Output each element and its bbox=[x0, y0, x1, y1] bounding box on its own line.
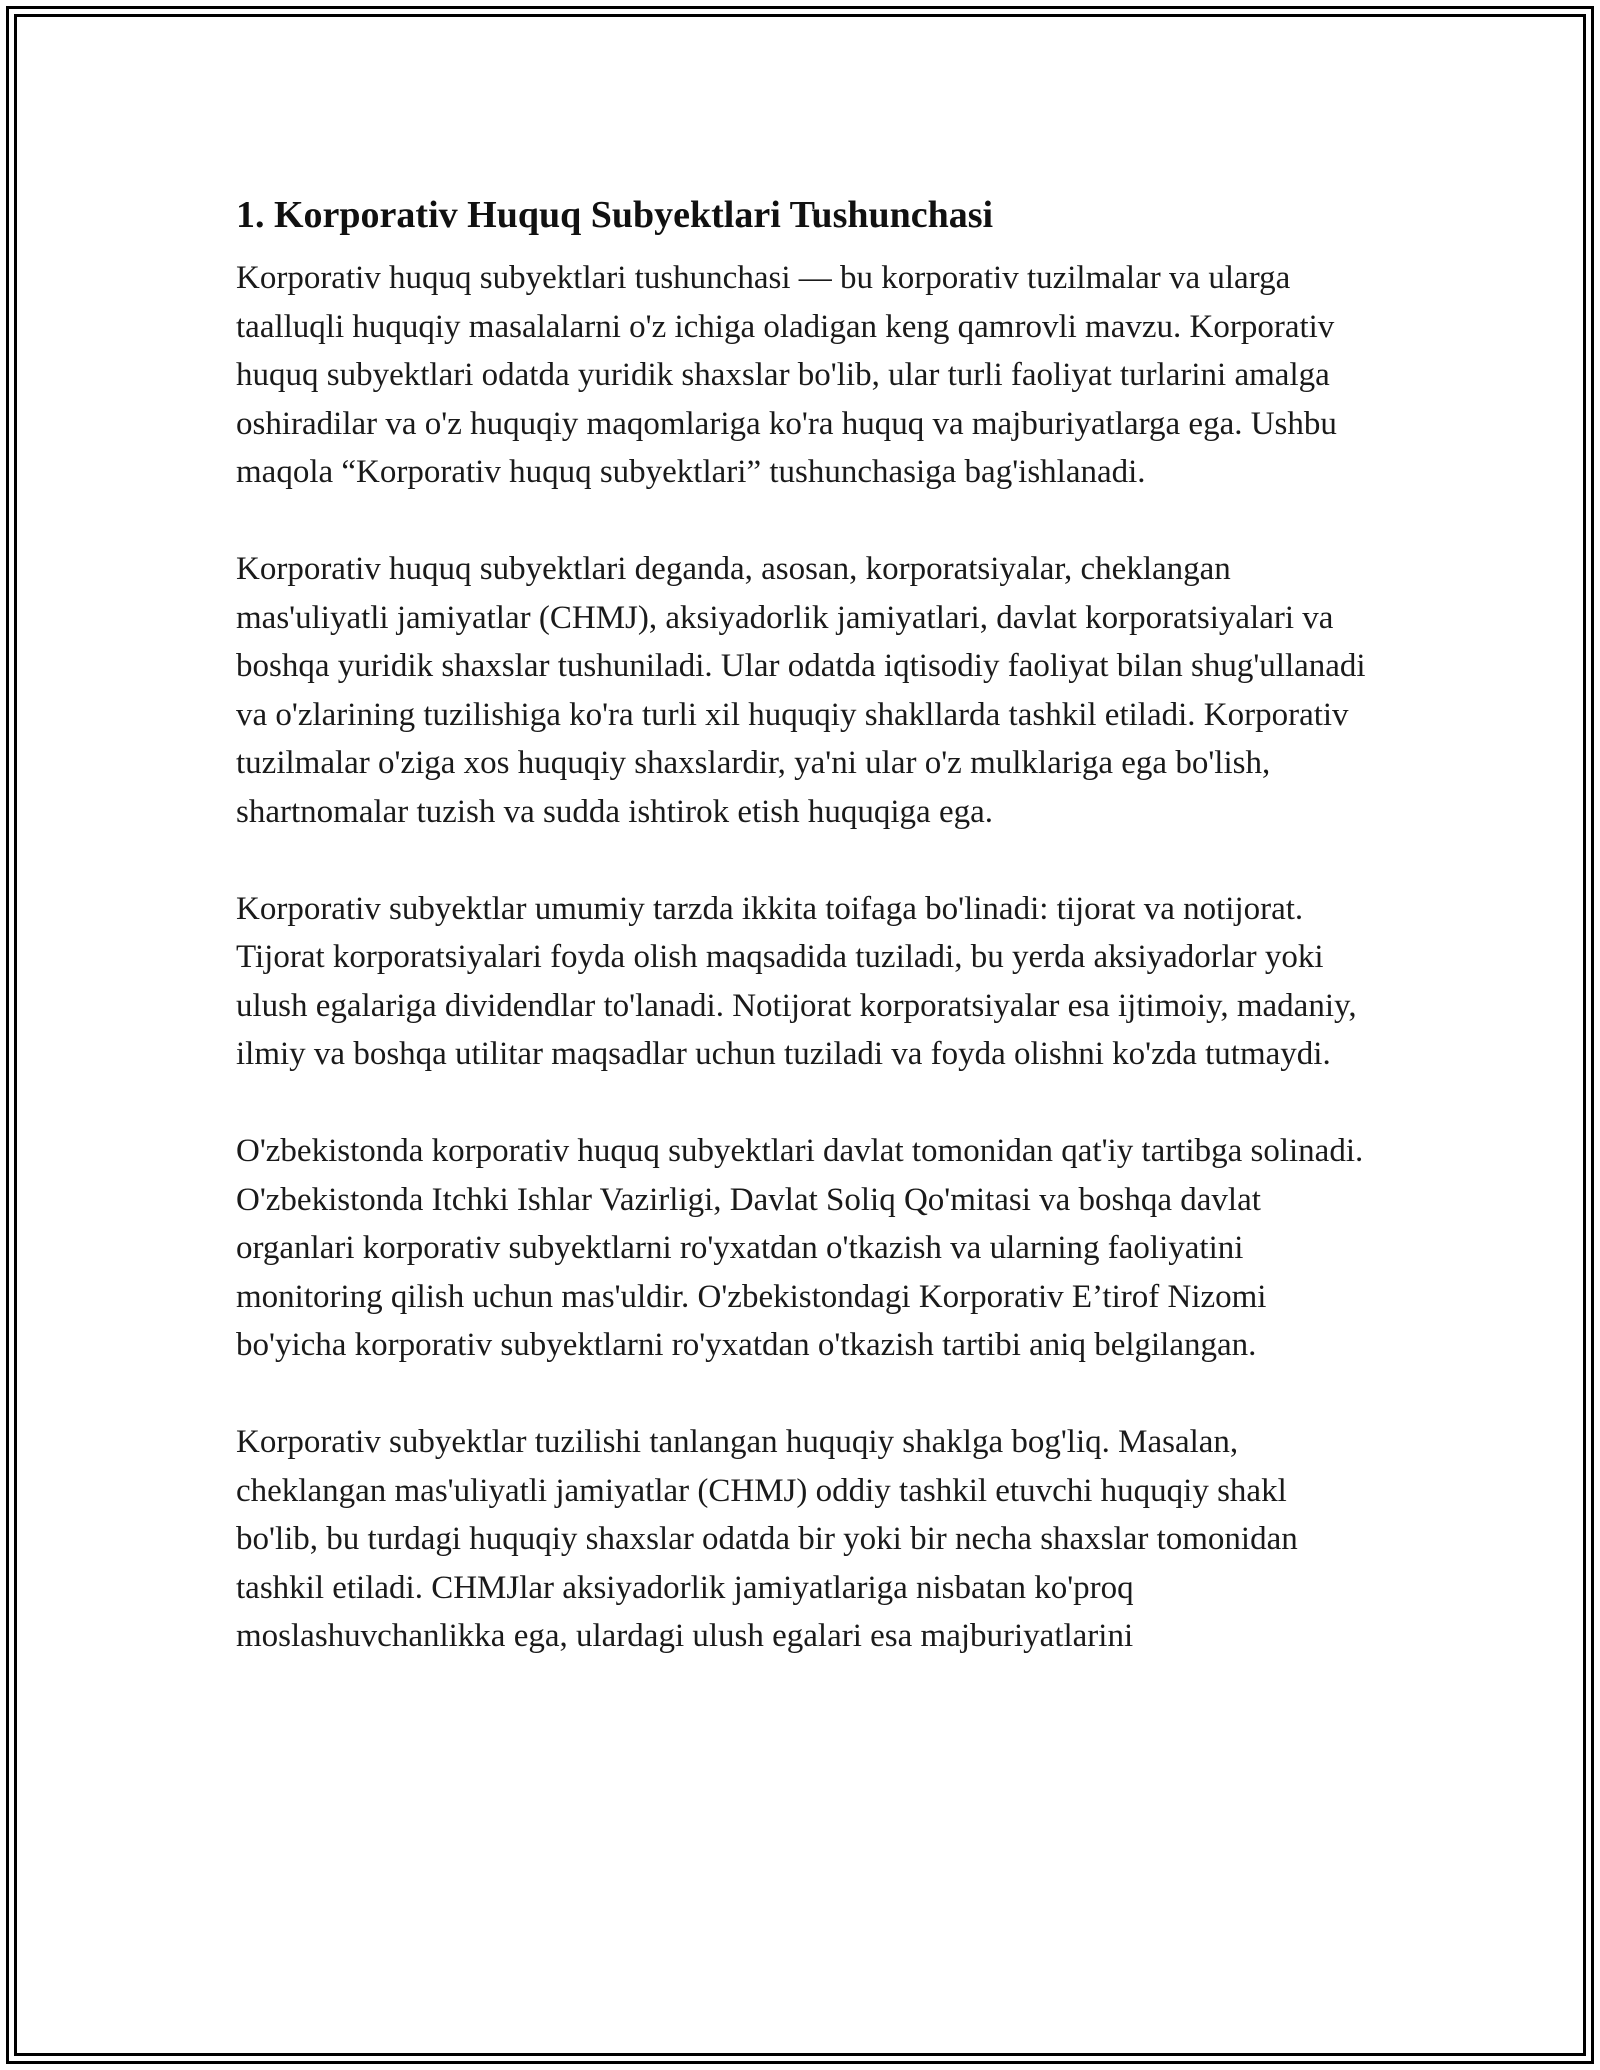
paragraph-1: Korporativ huquq subyektlari tushunchasi — bu korporativ tuzilmalar va ularga taalluqli huquqiy masalalarni o'z ichiga oladigan keng qamrovli mavzu. Korporativ huquq subyektlari odatda yuridik shaxslar bo'lib, ular turli faoliyat turlarini amalga oshiradilar va o'z huquqiy maqomlariga ko'ra huquq va majburiyatlarga ega. Ushbu maqola “Korporativ huquq subyektlari” tushunchasiga bag'ishlanadi. bbox=[236, 260, 1337, 490]
section-heading: 1. Korporativ Huquq Subyektlari Tushunchasi bbox=[236, 194, 994, 236]
paragraph-4: O'zbekistonda korporativ huquq subyektlari davlat tomonidan qat'iy tartibga solinadi. O'zbekistonda Itchki Ishlar Vazirligi, Davlat Soliq Qo'mitasi va boshqa davlat organlari korporativ subyektlarni ro'yxatdan o'tkazish va ularning faoliyatini monitoring qilish uchun mas'uldir. O'zbekistondagi Korporativ E’tirof Nizomi bo'yicha korporativ subyektlarni ro'yxatdan o'tkazish tartibi aniq belgilangan. bbox=[236, 1133, 1364, 1363]
document-body bbox=[236, 186, 1366, 1709]
paragraph-3: Korporativ subyektlar umumiy tarzda ikkita toifaga bo'linadi: tijorat va notijorat. Tijorat korporatsiyalari foyda olish maqsadida tuziladi, bu yerda aksiyadorlar yoki ulush egalariga dividendlar to'lanadi. Notijorat korporatsiyalar esa ijtimoiy, madaniy, ilmiy va boshqa utilitar maqsadlar uchun tuziladi va foyda olishni ko'zda tutmaydi. bbox=[236, 890, 1357, 1072]
paragraph-5: Korporativ subyektlar tuzilishi tanlangan huquqiy shaklga bog'liq. Masalan, cheklangan mas'uliyatli jamiyatlar (CHMJ) oddiy tashkil etuvchi huquqiy shakl bo'lib, bu turdagi huquqiy shaxslar odatda bir yoki bir necha shaxslar tomonidan tashkil etiladi. CHMJlar aksiyadorlik jamiyatlariga nisbatan ko'proq moslashuvchanlikka ega, ulardagi ulush egalari esa majburiyatlarini bbox=[236, 1424, 1298, 1654]
paragraph-2: Korporativ huquq subyektlari deganda, asosan, korporatsiyalar, cheklangan mas'uliyatli jamiyatlar (CHMJ), aksiyadorlik jamiyatlari, davlat korporatsiyalari va boshqa yuridik shaxslar tushuniladi. Ular odatda iqtisodiy faoliyat bilan shug'ullanadi va o'zlarining tuzilishiga ko'ra turli xil huquqiy shakllarda tashkil etiladi. Korporativ tuzilmalar o'ziga xos huquqiy shaxslardir, ya'ni ular o'z mulklariga ega bo'lish, shartnomalar tuzish va sudda ishtirok etish huquqiga ega. bbox=[236, 551, 1366, 830]
